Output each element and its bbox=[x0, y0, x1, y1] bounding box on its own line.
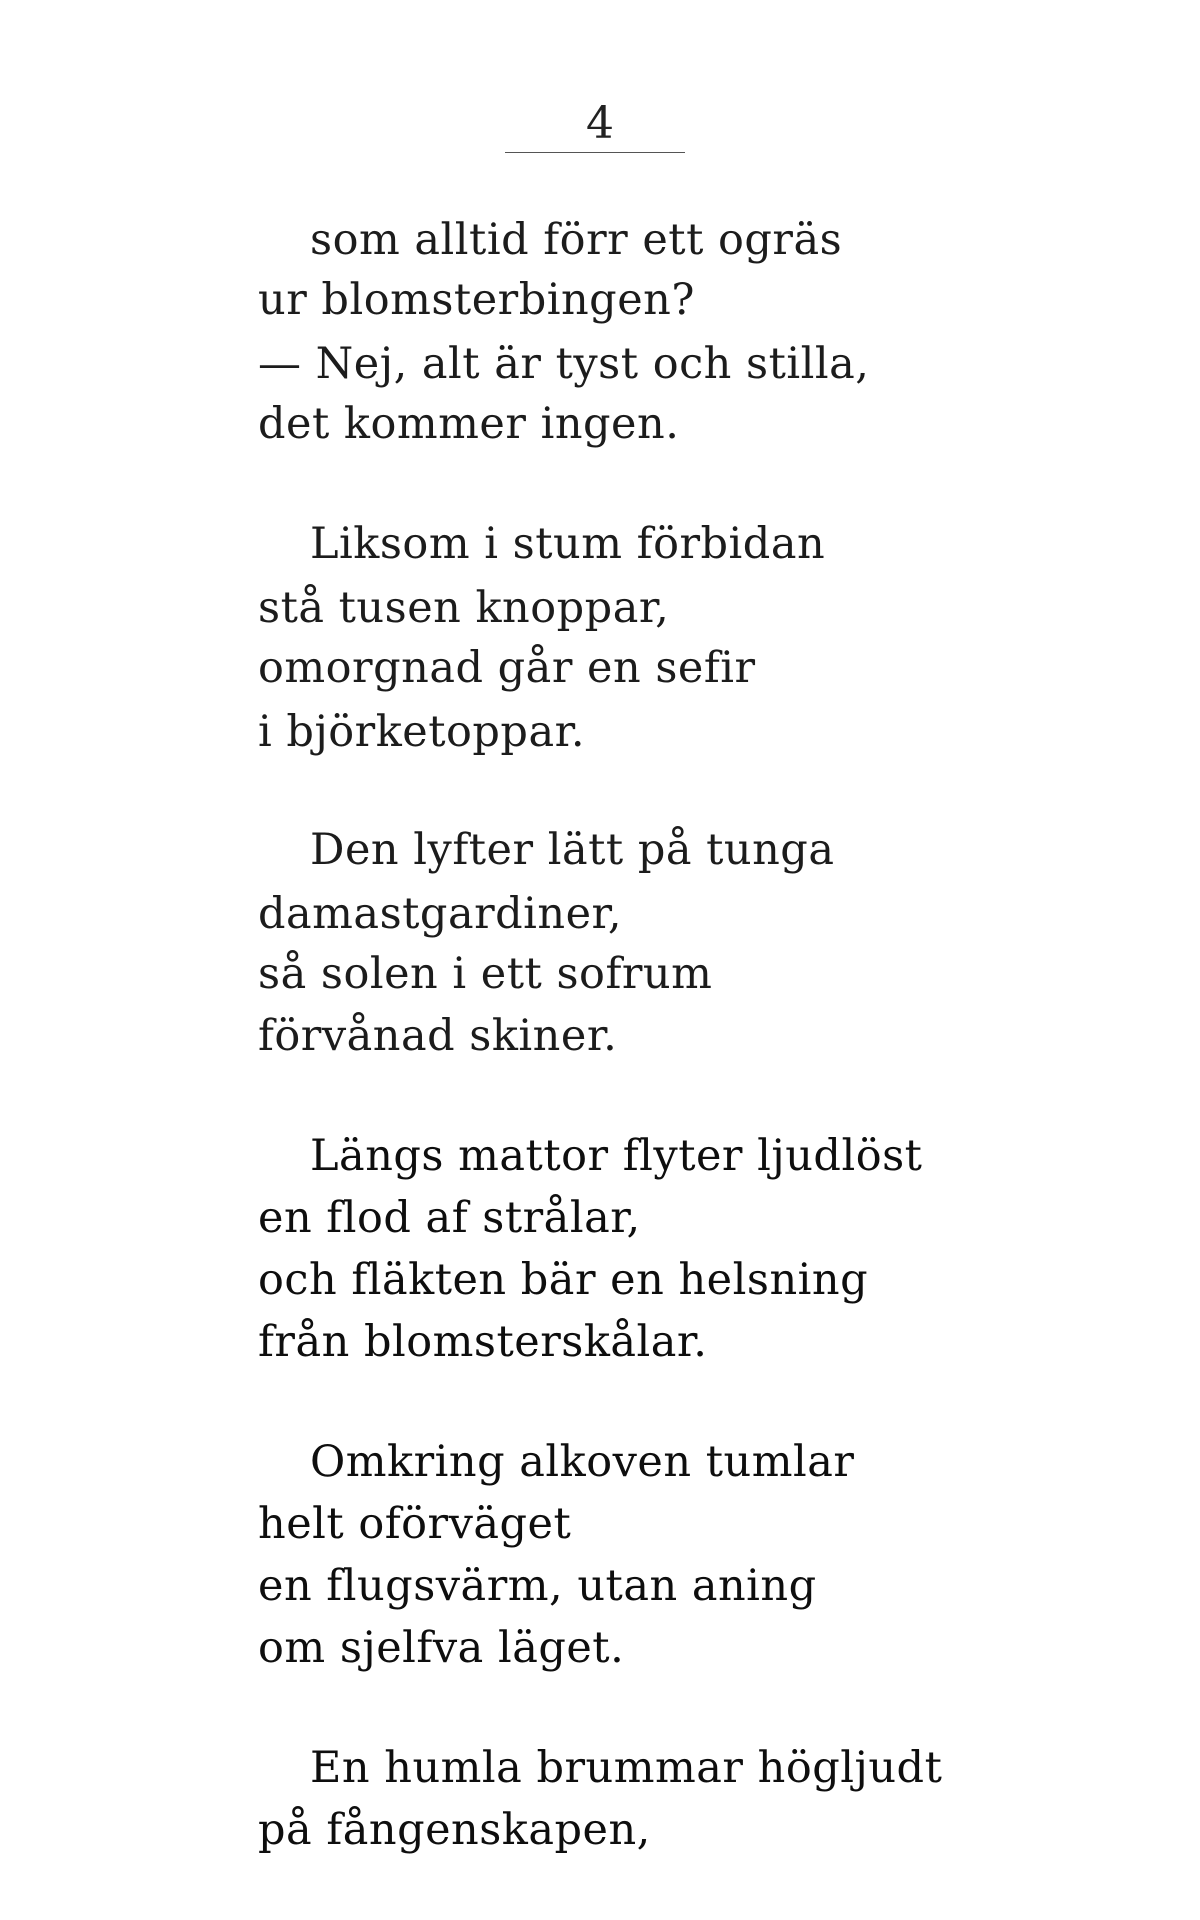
poem-line: i björketoppar. bbox=[258, 707, 586, 757]
poem-line: Liksom i stum förbidan bbox=[310, 519, 826, 569]
poem-line: och fläkten bär en helsning bbox=[258, 1255, 869, 1305]
poem-line: det kommer ingen. bbox=[258, 399, 680, 449]
page-number-rule bbox=[505, 152, 685, 153]
poem-line: Den lyfter lätt på tunga bbox=[310, 825, 835, 875]
poem-line: Längs mattor flyter ljudlöst bbox=[310, 1131, 923, 1181]
poem-line: en flod af strålar, bbox=[258, 1193, 641, 1243]
poem-line: om sjelfva läget. bbox=[258, 1623, 625, 1673]
poem-line: som alltid förr ett ogräs bbox=[310, 215, 843, 265]
poem-line: Omkring alkoven tumlar bbox=[310, 1437, 855, 1487]
page-number: 4 bbox=[586, 98, 614, 149]
poem-line: stå tusen knoppar, bbox=[258, 583, 670, 633]
poem-line: En humla brummar högljudt bbox=[310, 1743, 943, 1793]
poem-line: omorgnad går en sefir bbox=[258, 643, 756, 693]
poem-line: ur blomsterbingen? bbox=[258, 275, 695, 325]
poem-line: damastgardiner, bbox=[258, 889, 623, 939]
poem-line: på fångenskapen, bbox=[258, 1805, 651, 1855]
poem-line: helt oförväget bbox=[258, 1499, 572, 1549]
poem-line: förvånad skiner. bbox=[258, 1011, 618, 1061]
poem-line: så solen i ett sofrum bbox=[258, 949, 713, 999]
poem-line: en flugsvärm, utan aning bbox=[258, 1561, 817, 1611]
poem-line: från blomsterskålar. bbox=[258, 1317, 708, 1367]
poem-line: — Nej, alt är tyst och stilla, bbox=[258, 339, 870, 389]
